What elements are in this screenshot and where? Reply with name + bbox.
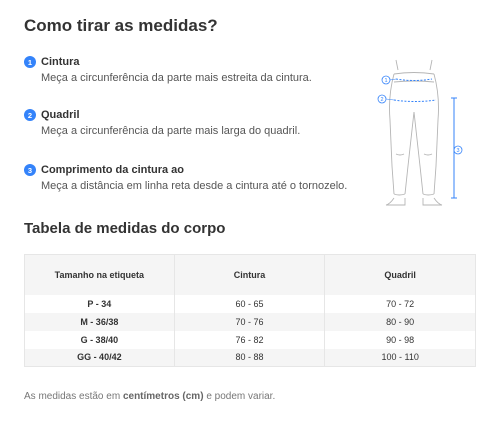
table-row	[25, 313, 476, 331]
step-title: Quadril	[41, 109, 80, 121]
waist-cell: 70 - 76	[174, 313, 325, 331]
waist-cell: 60 - 65	[174, 295, 325, 313]
hip-cell: 70 - 72	[325, 295, 476, 313]
header-hip: Quadril	[325, 255, 476, 295]
marker-1: 1	[384, 78, 388, 84]
note-text: e podem variar.	[206, 391, 276, 402]
size-table	[24, 254, 476, 367]
table-row	[25, 295, 476, 313]
step-number-badge: 3	[24, 164, 36, 176]
table-row	[25, 331, 476, 349]
waist-cell: 80 - 88	[174, 349, 325, 367]
step-description: Meça a circunferência da parte mais estreita da cintura.	[41, 72, 312, 84]
marker-2: 2	[380, 97, 384, 103]
table-row	[25, 349, 476, 367]
size-cell: P - 34	[25, 295, 175, 313]
page-title: Como tirar as medidas?	[24, 16, 218, 35]
step-waist	[24, 56, 364, 84]
note-units: centímetros (cm)	[122, 391, 204, 402]
hip-cell: 80 - 90	[325, 313, 476, 331]
step-length	[24, 164, 364, 192]
size-cell: G - 38/40	[25, 331, 175, 349]
table-title: Tabela de medidas do corpo	[24, 220, 226, 237]
marker-3: 3	[456, 148, 460, 154]
step-number-badge: 1	[24, 56, 36, 68]
step-description: Meça a circunferência da parte mais larga do quadril.	[41, 125, 301, 137]
hip-cell: 100 - 110	[325, 349, 476, 367]
size-cell: M - 36/38	[25, 313, 175, 331]
waist-cell: 76 - 82	[174, 331, 325, 349]
hip-cell: 90 - 98	[325, 331, 476, 349]
header-waist: Cintura	[174, 255, 325, 295]
header-size: Tamanho na etiqueta	[25, 255, 175, 295]
step-description: Meça a distância em linha reta desde a cintura até o tornozelo.	[41, 180, 348, 192]
trousers-measurement-icon	[372, 58, 472, 214]
step-title: Cintura	[41, 56, 80, 68]
step-hip	[24, 109, 364, 137]
units-note	[24, 391, 275, 402]
step-title: Comprimento da cintura ao	[41, 164, 185, 176]
note-text: As medidas estão em	[24, 391, 121, 402]
table-header-row	[25, 255, 476, 295]
step-number-badge: 2	[24, 109, 36, 121]
size-cell: GG - 40/42	[25, 349, 175, 367]
